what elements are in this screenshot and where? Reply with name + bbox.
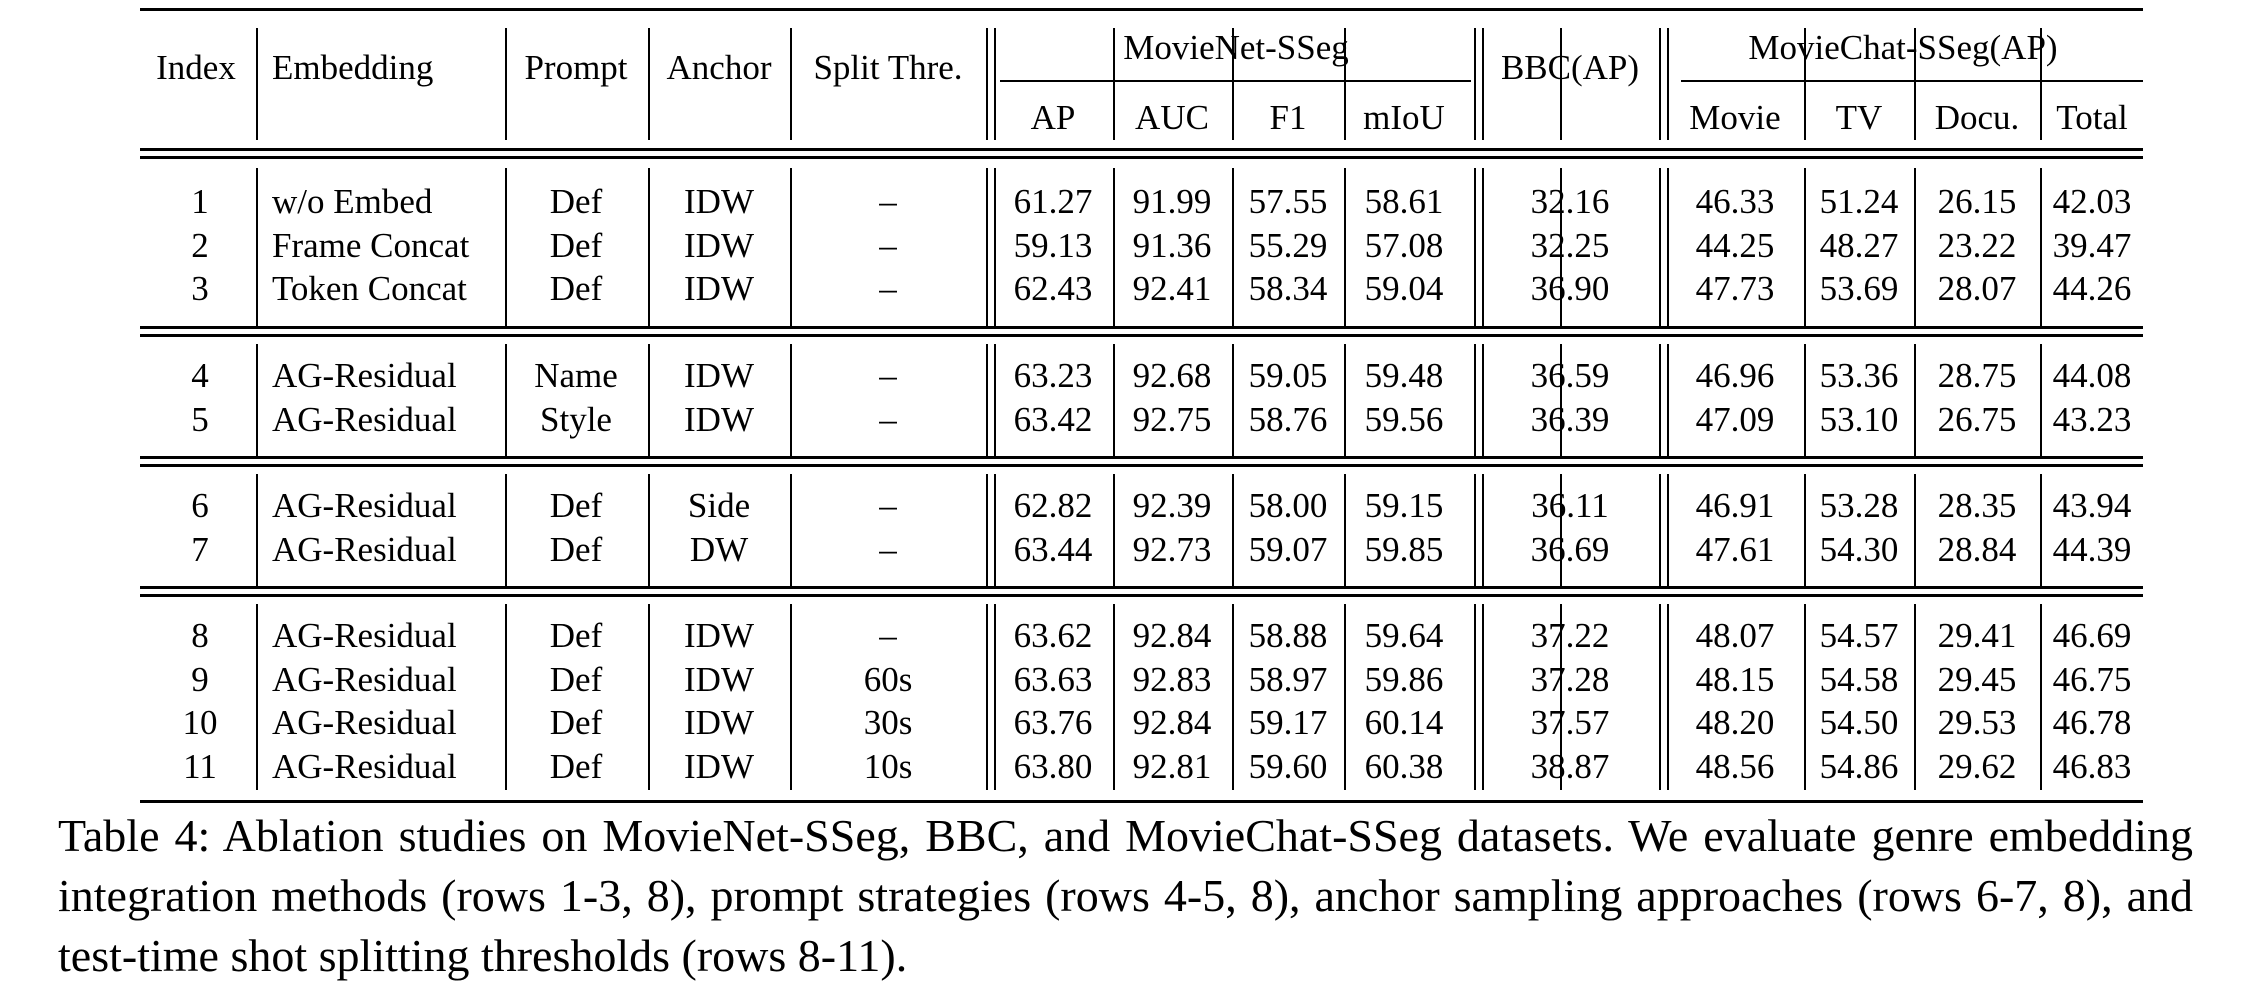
- horizontal-rule: [140, 800, 2143, 803]
- horizontal-rule: [140, 8, 2143, 11]
- row-movienet-value: 63.23: [1013, 356, 1093, 395]
- row-bbc-value: 38.87: [1530, 746, 1610, 786]
- header-movienet-group: MovieNet-SSeg: [1123, 28, 1349, 67]
- column-divider: [2040, 604, 2042, 790]
- row-anchor: IDW: [684, 746, 754, 786]
- row-anchor: IDW: [684, 399, 754, 439]
- row-bbc-value: 37.22: [1530, 616, 1610, 655]
- row-movienet-value: 59.07: [1248, 529, 1328, 569]
- row-movienet-value: 92.39: [1132, 486, 1212, 525]
- row-index: 11: [183, 746, 217, 786]
- row-anchor: IDW: [684, 356, 754, 395]
- double-column-divider: [986, 474, 988, 586]
- row-bbc-value: 36.59: [1530, 356, 1610, 395]
- row-split: –: [879, 269, 897, 308]
- row-movienet-value: 59.56: [1364, 399, 1444, 439]
- double-column-divider: [1474, 168, 1476, 326]
- horizontal-rule: [140, 456, 2143, 459]
- double-column-divider: [1474, 474, 1476, 586]
- double-column-divider: [1667, 28, 1669, 140]
- column-divider: [1113, 28, 1115, 140]
- row-anchor: Side: [687, 486, 751, 525]
- row-movienet-value: 59.15: [1364, 486, 1444, 525]
- row-embedding: Token Concat: [272, 269, 467, 308]
- row-movienet-value: 59.86: [1364, 659, 1444, 699]
- column-divider: [790, 28, 792, 140]
- row-movienet-value: 58.00: [1248, 486, 1328, 525]
- column-divider: [648, 474, 650, 586]
- double-column-divider: [1659, 344, 1661, 456]
- header-bbc-group: BBC(AP): [1500, 48, 1640, 87]
- double-column-divider: [986, 28, 988, 140]
- double-column-divider: [994, 168, 996, 326]
- row-moviechat-value: 48.27: [1819, 225, 1899, 265]
- row-moviechat-value: 29.45: [1937, 659, 2017, 699]
- row-moviechat-value: 54.57: [1819, 616, 1899, 655]
- row-movienet-value: 62.43: [1013, 269, 1093, 308]
- column-divider: [1804, 604, 1806, 790]
- column-divider: [256, 344, 258, 456]
- row-movienet-value: 63.44: [1013, 529, 1093, 569]
- row-index: 3: [191, 269, 209, 308]
- row-movienet-value: 63.63: [1013, 659, 1093, 699]
- row-movienet-value: 57.08: [1364, 225, 1444, 265]
- row-movienet-value: 59.17: [1248, 703, 1328, 742]
- row-moviechat-value: 42.03: [2052, 182, 2132, 221]
- row-index: 4: [191, 356, 209, 395]
- row-embedding: AG-Residual: [272, 746, 457, 786]
- row-index: 2: [191, 225, 209, 265]
- row-moviechat-value: 48.20: [1695, 703, 1775, 742]
- row-moviechat-value: 43.23: [2052, 399, 2132, 439]
- double-column-divider: [994, 604, 996, 790]
- row-movienet-value: 60.14: [1364, 703, 1444, 742]
- row-prompt: Def: [549, 703, 603, 742]
- row-movienet-value: 92.73: [1132, 529, 1212, 569]
- double-column-divider: [994, 28, 996, 140]
- column-divider: [256, 168, 258, 326]
- row-movienet-value: 92.41: [1132, 269, 1212, 308]
- row-moviechat-value: 44.39: [2052, 529, 2132, 569]
- header-moviechat-total: Total: [2056, 98, 2128, 137]
- row-bbc-value: 37.57: [1530, 703, 1610, 742]
- row-index: 7: [191, 529, 209, 569]
- row-moviechat-value: 46.83: [2052, 746, 2132, 786]
- horizontal-rule: [140, 594, 2143, 597]
- row-index: 9: [191, 659, 209, 699]
- row-movienet-value: 92.83: [1132, 659, 1212, 699]
- double-column-divider: [1667, 474, 1669, 586]
- row-index: 8: [191, 616, 209, 655]
- horizontal-rule: [140, 334, 2143, 337]
- row-moviechat-value: 47.73: [1695, 269, 1775, 308]
- horizontal-rule: [140, 148, 2143, 151]
- row-moviechat-value: 29.53: [1937, 703, 2017, 742]
- row-moviechat-value: 43.94: [2052, 486, 2132, 525]
- row-split: –: [879, 616, 897, 655]
- column-divider: [256, 28, 258, 140]
- row-anchor: DW: [689, 529, 749, 569]
- row-moviechat-value: 29.62: [1937, 746, 2017, 786]
- row-anchor: IDW: [684, 616, 754, 655]
- movienet-group-rule: [1000, 80, 1471, 82]
- row-movienet-value: 58.88: [1248, 616, 1328, 655]
- row-movienet-value: 63.62: [1013, 616, 1093, 655]
- column-divider: [2040, 168, 2042, 326]
- row-moviechat-value: 48.15: [1695, 659, 1775, 699]
- column-divider: [1914, 344, 1916, 456]
- row-prompt: Def: [549, 529, 603, 569]
- table-caption: Table 4: Ablation studies on MovieNet-SSeg, BBC, and MovieChat-SSeg datasets. We evaluate genre embedding integration methods (rows 1-3, 8), prompt strategies (rows 4-5, 8), anchor sampling approaches (rows 6-7, 8), and test-time shot splitting thresholds (rows 8-11).: [58, 810, 2193, 981]
- column-divider: [1344, 604, 1346, 790]
- row-movienet-value: 58.97: [1248, 659, 1328, 699]
- row-split: 10s: [863, 746, 913, 786]
- column-divider: [1344, 344, 1346, 456]
- row-movienet-value: 91.99: [1132, 182, 1212, 221]
- double-column-divider: [1474, 28, 1476, 140]
- column-divider: [256, 474, 258, 586]
- row-moviechat-value: 29.41: [1937, 616, 2017, 655]
- row-embedding: Frame Concat: [272, 225, 470, 265]
- row-moviechat-value: 47.09: [1695, 399, 1775, 439]
- row-moviechat-value: 44.26: [2052, 269, 2132, 308]
- header-anchor: Anchor: [666, 48, 772, 87]
- column-divider: [505, 344, 507, 456]
- row-bbc-value: 36.11: [1531, 486, 1609, 525]
- double-column-divider: [986, 604, 988, 790]
- header-moviechat-group: MovieChat-SSeg(AP): [1748, 28, 2058, 67]
- double-column-divider: [1474, 604, 1476, 790]
- row-anchor: IDW: [684, 225, 754, 265]
- row-bbc-value: 32.16: [1530, 182, 1610, 221]
- row-movienet-value: 92.75: [1132, 399, 1212, 439]
- row-moviechat-value: 54.58: [1819, 659, 1899, 699]
- header-index: Index: [156, 48, 236, 87]
- row-split: –: [879, 356, 897, 395]
- row-split: 30s: [863, 703, 913, 742]
- row-embedding: AG-Residual: [272, 659, 457, 699]
- row-prompt: Style: [540, 399, 612, 439]
- row-movienet-value: 60.38: [1364, 746, 1444, 786]
- row-moviechat-value: 48.56: [1695, 746, 1775, 786]
- row-index: 6: [191, 486, 209, 525]
- row-anchor: IDW: [684, 703, 754, 742]
- column-divider: [790, 168, 792, 326]
- double-column-divider: [1482, 28, 1484, 140]
- row-split: –: [879, 399, 897, 439]
- row-movienet-value: 59.64: [1364, 616, 1444, 655]
- double-column-divider: [1482, 344, 1484, 456]
- row-split: 60s: [863, 659, 913, 699]
- row-moviechat-value: 48.07: [1695, 616, 1775, 655]
- header-prompt: Prompt: [524, 48, 628, 87]
- row-index: 5: [191, 399, 209, 439]
- row-movienet-value: 63.76: [1013, 703, 1093, 742]
- double-column-divider: [994, 344, 996, 456]
- column-divider: [505, 28, 507, 140]
- horizontal-rule: [140, 464, 2143, 467]
- row-embedding: w/o Embed: [272, 182, 433, 221]
- row-prompt: Def: [549, 182, 603, 221]
- row-anchor: IDW: [684, 659, 754, 699]
- horizontal-rule: [140, 156, 2143, 159]
- row-moviechat-value: 54.86: [1819, 746, 1899, 786]
- row-moviechat-value: 28.75: [1937, 356, 2017, 395]
- double-column-divider: [1474, 344, 1476, 456]
- column-divider: [648, 28, 650, 140]
- row-movienet-value: 92.84: [1132, 703, 1212, 742]
- header-moviechat-movie: Movie: [1689, 98, 1781, 137]
- row-prompt: Def: [549, 659, 603, 699]
- row-moviechat-value: 54.50: [1819, 703, 1899, 742]
- column-divider: [1804, 344, 1806, 456]
- row-moviechat-value: 53.69: [1819, 269, 1899, 308]
- row-prompt: Def: [549, 746, 603, 786]
- column-divider: [256, 604, 258, 790]
- double-column-divider: [1482, 474, 1484, 586]
- row-movienet-value: 59.48: [1364, 356, 1444, 395]
- header-moviechat-docu: Docu.: [1934, 98, 2020, 137]
- row-moviechat-value: 54.30: [1819, 529, 1899, 569]
- header-moviechat-tv: TV: [1835, 98, 1883, 137]
- header-movienet-auc: AUC: [1135, 98, 1209, 137]
- row-split: –: [879, 182, 897, 221]
- column-divider: [2040, 474, 2042, 586]
- double-column-divider: [1659, 604, 1661, 790]
- row-split: –: [879, 486, 897, 525]
- column-divider: [1232, 604, 1234, 790]
- row-moviechat-value: 44.08: [2052, 356, 2132, 395]
- row-moviechat-value: 46.91: [1695, 486, 1775, 525]
- row-moviechat-value: 53.10: [1819, 399, 1899, 439]
- row-embedding: AG-Residual: [272, 529, 457, 569]
- row-prompt: Def: [549, 225, 603, 265]
- row-movienet-value: 59.60: [1248, 746, 1328, 786]
- double-column-divider: [1659, 474, 1661, 586]
- row-movienet-value: 92.84: [1132, 616, 1212, 655]
- double-column-divider: [986, 344, 988, 456]
- double-column-divider: [986, 168, 988, 326]
- row-moviechat-value: 28.84: [1937, 529, 2017, 569]
- row-movienet-value: 59.05: [1248, 356, 1328, 395]
- column-divider: [505, 604, 507, 790]
- column-divider: [505, 474, 507, 586]
- row-movienet-value: 57.55: [1248, 182, 1328, 221]
- row-moviechat-value: 28.07: [1937, 269, 2017, 308]
- row-moviechat-value: 51.24: [1819, 182, 1899, 221]
- column-divider: [790, 604, 792, 790]
- row-split: –: [879, 529, 897, 569]
- header-embedding: Embedding: [272, 48, 434, 87]
- row-movienet-value: 92.81: [1132, 746, 1212, 786]
- row-moviechat-value: 44.25: [1695, 225, 1775, 265]
- column-divider: [2040, 344, 2042, 456]
- column-divider: [1914, 168, 1916, 326]
- horizontal-rule: [140, 326, 2143, 329]
- double-column-divider: [1667, 344, 1669, 456]
- row-moviechat-value: 46.75: [2052, 659, 2132, 699]
- row-moviechat-value: 46.33: [1695, 182, 1775, 221]
- header-movienet-ap: AP: [1030, 98, 1076, 137]
- column-divider: [505, 168, 507, 326]
- row-embedding: AG-Residual: [272, 356, 457, 395]
- row-embedding: AG-Residual: [272, 616, 457, 655]
- row-movienet-value: 92.68: [1132, 356, 1212, 395]
- row-embedding: AG-Residual: [272, 486, 457, 525]
- row-movienet-value: 58.61: [1364, 182, 1444, 221]
- double-column-divider: [1659, 168, 1661, 326]
- row-moviechat-value: 46.96: [1695, 356, 1775, 395]
- row-movienet-value: 59.04: [1364, 269, 1444, 308]
- row-bbc-value: 37.28: [1530, 659, 1610, 699]
- header-movienet-f1: F1: [1269, 98, 1307, 137]
- row-moviechat-value: 26.75: [1937, 399, 2017, 439]
- double-column-divider: [1482, 604, 1484, 790]
- column-divider: [1344, 168, 1346, 326]
- row-bbc-value: 36.39: [1530, 399, 1610, 439]
- row-moviechat-value: 53.28: [1819, 486, 1899, 525]
- column-divider: [1914, 474, 1916, 586]
- row-movienet-value: 59.13: [1013, 225, 1093, 265]
- column-divider: [648, 344, 650, 456]
- row-moviechat-value: 46.69: [2052, 616, 2132, 655]
- column-divider: [648, 604, 650, 790]
- row-moviechat-value: 39.47: [2052, 225, 2132, 265]
- row-movienet-value: 63.80: [1013, 746, 1093, 786]
- column-divider: [1232, 344, 1234, 456]
- double-column-divider: [1659, 28, 1661, 140]
- column-divider: [1232, 474, 1234, 586]
- row-anchor: IDW: [684, 269, 754, 308]
- column-divider: [790, 344, 792, 456]
- column-divider: [1232, 168, 1234, 326]
- row-bbc-value: 36.69: [1530, 529, 1610, 569]
- column-divider: [1113, 168, 1115, 326]
- double-column-divider: [1482, 168, 1484, 326]
- row-moviechat-value: 46.78: [2052, 703, 2132, 742]
- column-divider: [1804, 168, 1806, 326]
- column-divider: [648, 168, 650, 326]
- row-prompt: Def: [549, 486, 603, 525]
- row-movienet-value: 59.85: [1364, 529, 1444, 569]
- row-movienet-value: 58.76: [1248, 399, 1328, 439]
- row-prompt: Name: [534, 356, 618, 395]
- row-prompt: Def: [549, 269, 603, 308]
- row-embedding: AG-Residual: [272, 399, 457, 439]
- header-split-thre: Split Thre.: [813, 48, 963, 87]
- column-divider: [790, 474, 792, 586]
- row-anchor: IDW: [684, 182, 754, 221]
- row-embedding: AG-Residual: [272, 703, 457, 742]
- row-moviechat-value: 23.22: [1937, 225, 2017, 265]
- double-column-divider: [1667, 168, 1669, 326]
- row-split: –: [879, 225, 897, 265]
- row-moviechat-value: 26.15: [1937, 182, 2017, 221]
- column-divider: [1804, 474, 1806, 586]
- double-column-divider: [994, 474, 996, 586]
- row-movienet-value: 63.42: [1013, 399, 1093, 439]
- row-movienet-value: 91.36: [1132, 225, 1212, 265]
- moviechat-group-rule: [1681, 80, 2143, 82]
- row-movienet-value: 62.82: [1013, 486, 1093, 525]
- column-divider: [1113, 344, 1115, 456]
- row-moviechat-value: 53.36: [1819, 356, 1899, 395]
- double-column-divider: [1667, 604, 1669, 790]
- horizontal-rule: [140, 586, 2143, 589]
- row-moviechat-value: 47.61: [1695, 529, 1775, 569]
- row-bbc-value: 32.25: [1530, 225, 1610, 265]
- column-divider: [1914, 604, 1916, 790]
- row-movienet-value: 55.29: [1248, 225, 1328, 265]
- row-movienet-value: 58.34: [1248, 269, 1328, 308]
- column-divider: [1113, 474, 1115, 586]
- row-moviechat-value: 28.35: [1937, 486, 2017, 525]
- header-movienet-miou: mIoU: [1363, 98, 1445, 137]
- row-prompt: Def: [549, 616, 603, 655]
- row-index: 10: [182, 703, 218, 742]
- row-movienet-value: 61.27: [1013, 182, 1093, 221]
- column-divider: [1113, 604, 1115, 790]
- column-divider: [1344, 474, 1346, 586]
- row-index: 1: [191, 182, 209, 221]
- row-bbc-value: 36.90: [1530, 269, 1610, 308]
